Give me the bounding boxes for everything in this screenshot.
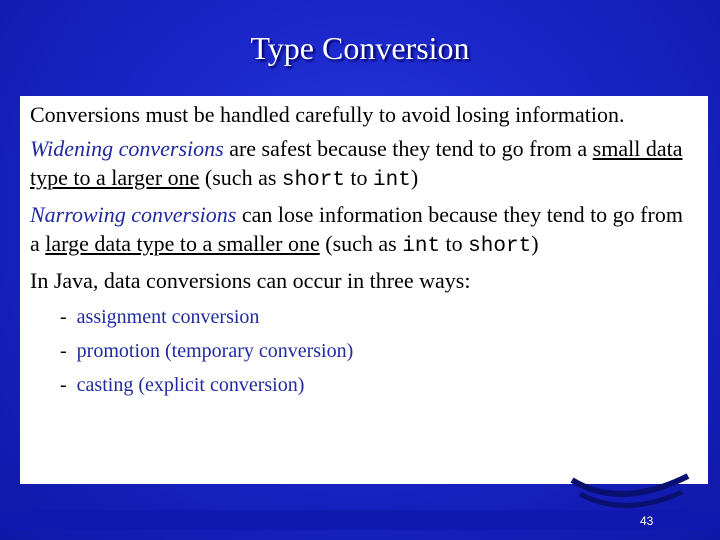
widening-term: Widening conversions: [30, 136, 224, 161]
text: ): [531, 231, 539, 256]
code-short: short: [468, 235, 532, 258]
code-int: int: [373, 169, 411, 192]
narrowing-term: Narrowing conversions: [30, 202, 237, 227]
sub-item-label: casting (explicit conversion): [76, 374, 305, 396]
bullet-java-ways: In Java, data conversions can occur in three ways:: [30, 268, 471, 293]
code-short: short: [281, 169, 345, 192]
text: can lose information because they tend to go from a: [30, 202, 683, 256]
code-int: int: [402, 235, 441, 258]
swoosh-logo: [570, 470, 690, 514]
sub-item-label: promotion (temporary conversion): [76, 340, 354, 362]
underlined-text: small data type to a larger one: [30, 136, 683, 190]
dash-marker: -: [60, 340, 67, 362]
underlined-text: large data type to a smaller one: [45, 231, 320, 256]
dash-marker: -: [60, 374, 67, 396]
text: ): [410, 165, 419, 190]
footer-bar: [0, 510, 720, 530]
slide-title: Type Conversion: [250, 30, 470, 66]
text: to: [440, 231, 469, 256]
bullet-widening: [30, 134, 698, 195]
text: to: [344, 165, 374, 190]
page-number: 43: [640, 514, 654, 528]
bullet-conversions: Conversions must be handled carefully to avoid losing information.: [30, 102, 625, 127]
sub-item-casting: [60, 368, 698, 402]
sub-item-promotion: [60, 334, 698, 368]
text: are safest because they tend to go from a: [223, 136, 593, 161]
content-panel: [20, 96, 708, 484]
bullet-narrowing: [30, 200, 698, 261]
sub-item-assignment: [60, 300, 698, 334]
text: (such as: [199, 165, 282, 190]
text: (such as: [319, 231, 403, 256]
sub-item-label: assignment conversion: [76, 306, 260, 328]
dash-marker: -: [60, 306, 67, 328]
